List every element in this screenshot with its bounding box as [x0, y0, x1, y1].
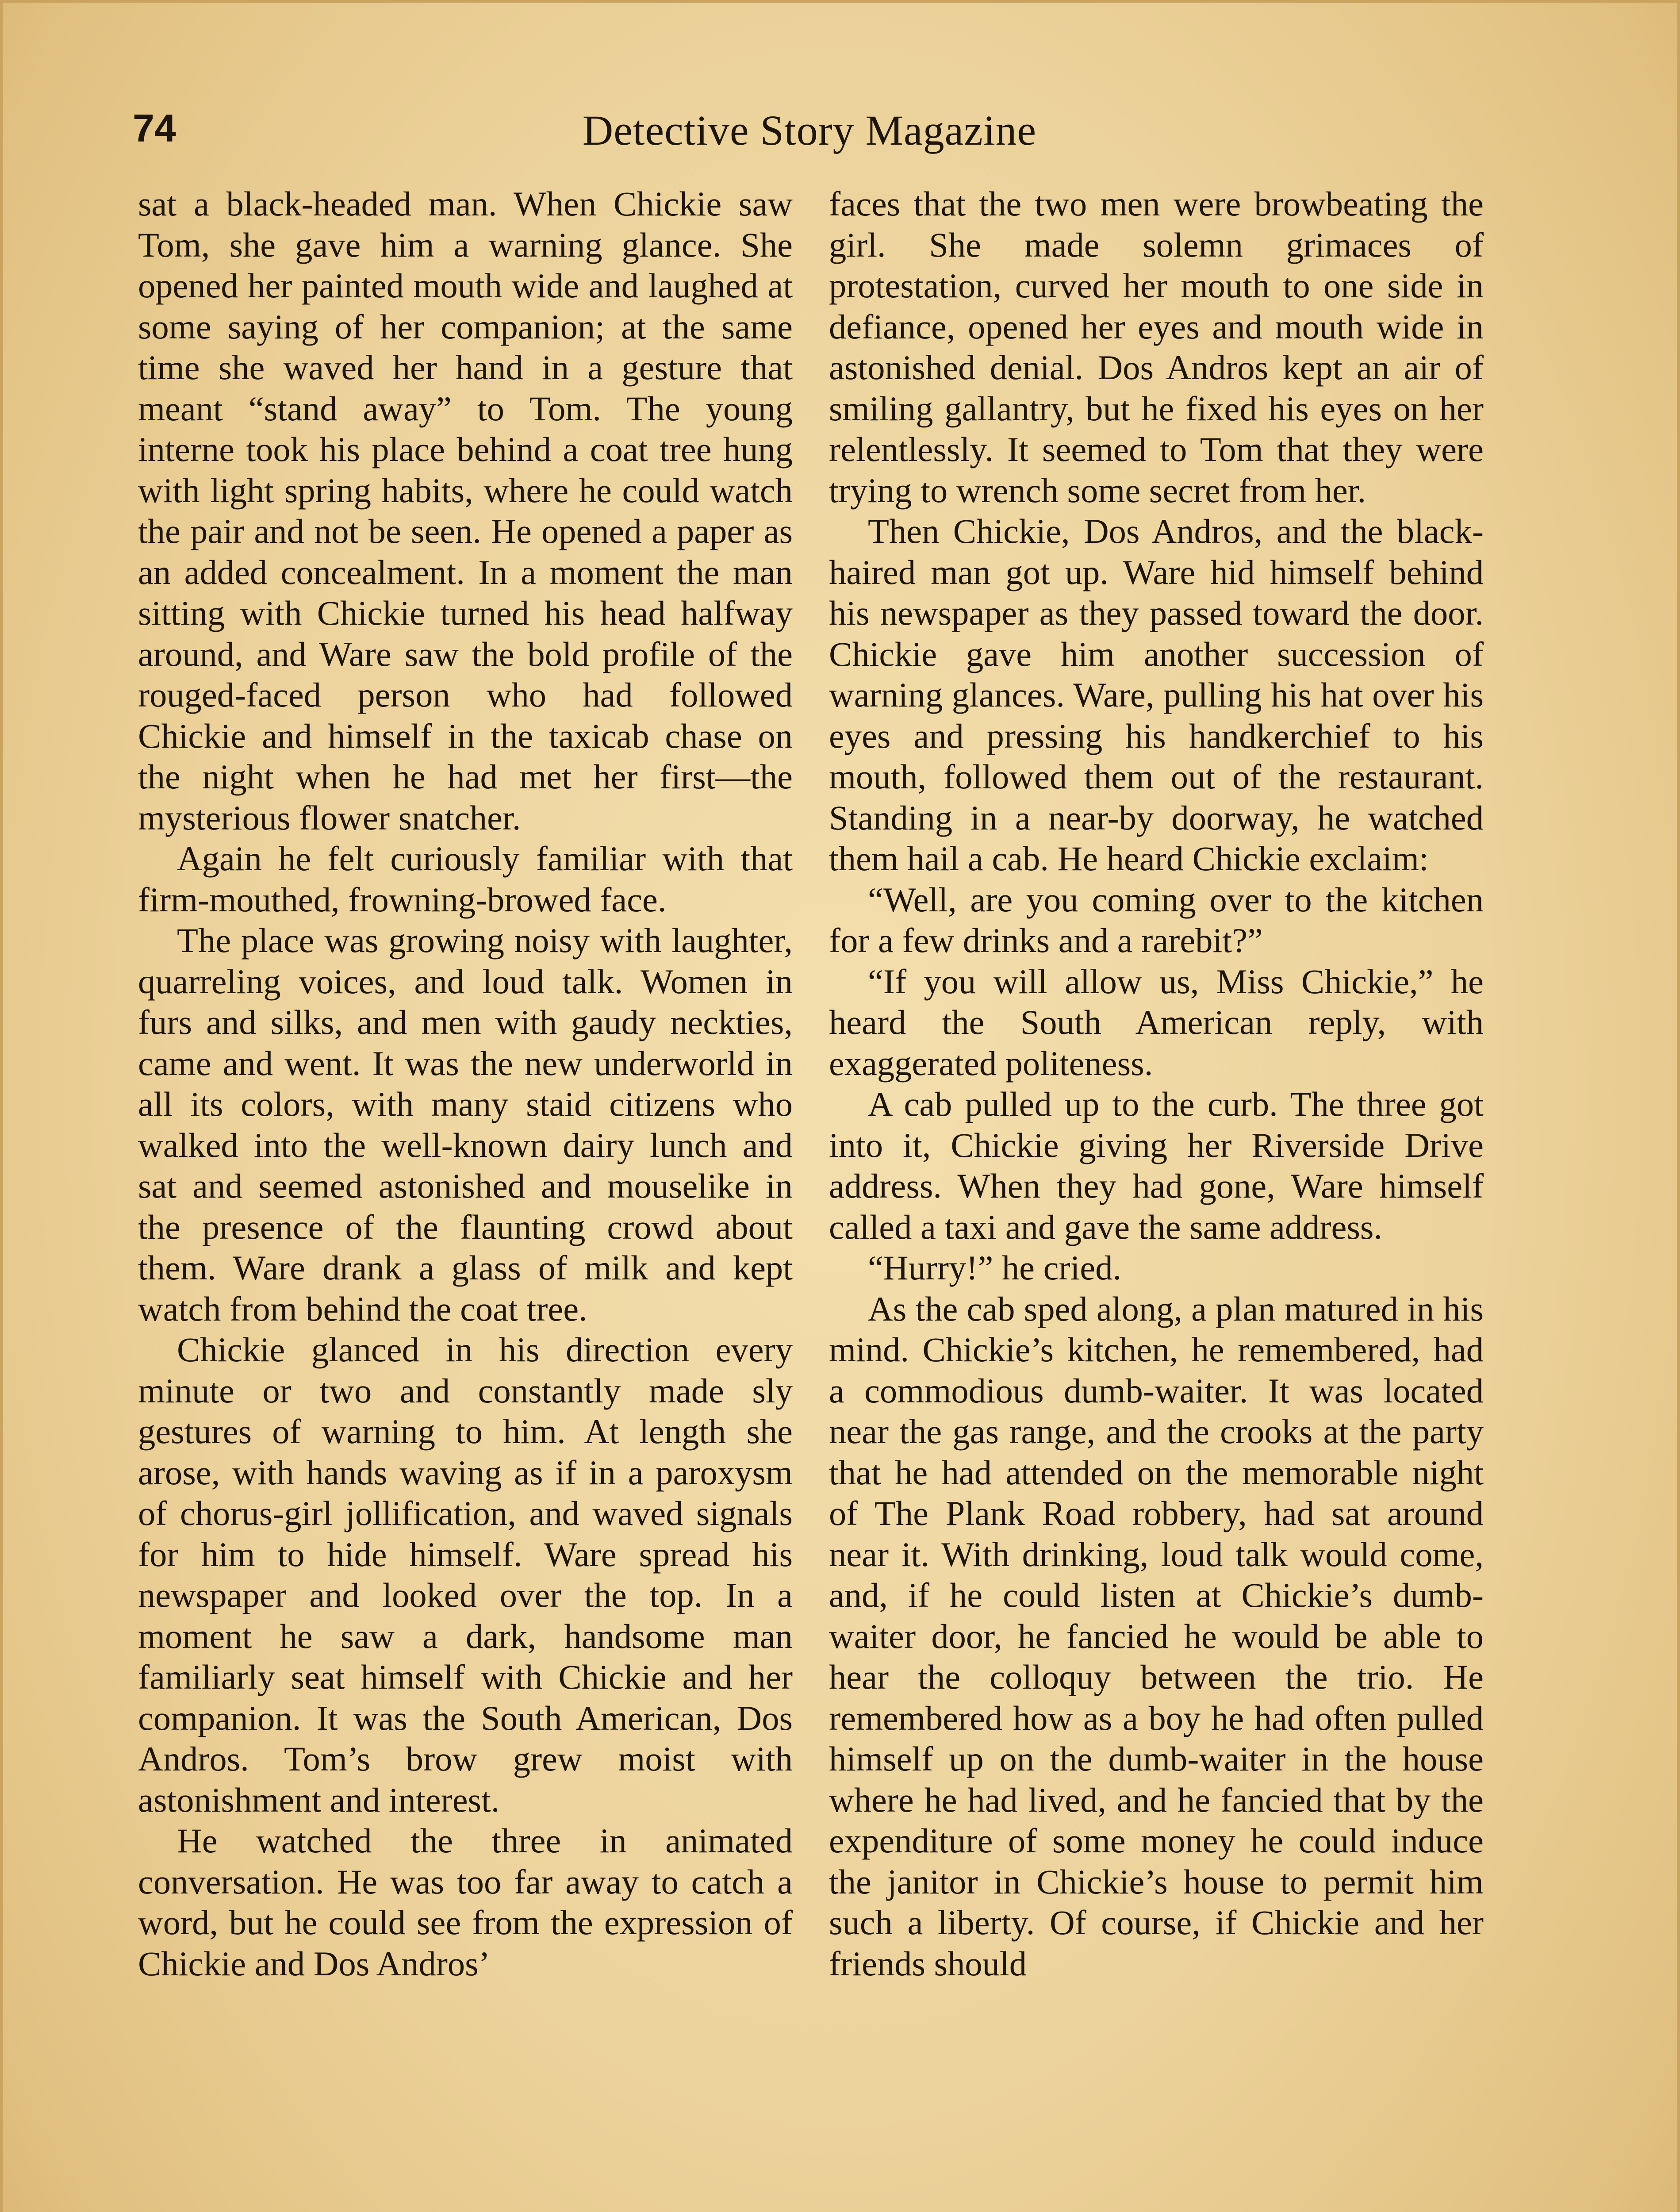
- paragraph: “If you will allow us, Miss Chickie,” he heard the South American reply, with exaggerated politeness.: [829, 962, 1484, 1083]
- paragraph: A cab pulled up to the curb. The three got into it, Chickie giving her Riverside Drive address. When they had gone, Ware himself called a taxi and gave the same address.: [829, 1085, 1484, 1246]
- paragraph: “Hurry!” he cried.: [868, 1248, 1122, 1287]
- page-header: [133, 102, 1486, 173]
- left-column: [138, 184, 793, 1984]
- paragraph: sat a black-headed man. When Chickie saw Tom, she gave him a warning glance. She opened her painted mouth wide and laughed at some saying of her companion; at the same time she waved her hand in a gesture that meant “stand away” to Tom. The young interne took his place behind a coat tree hung with light spring habits, where he could watch the pair and not be seen. He opened a paper as an added concealment. In a moment the man sitting with Chickie turned his head halfway around, and Ware saw the bold profile of the rouged-faced person who had followed Chickie and himself in the taxicab chase on the night when he had met her first—the mysterious flower snatcher.: [138, 184, 793, 837]
- right-column: [829, 184, 1484, 1984]
- paragraph: Then Chickie, Dos Andros, and the black-haired man got up. Ware hid himself behind his newspaper as they passed toward the door. Chickie gave him another succession of warning glances. Ware, pulling his hat over his eyes and pressing his handkerchief to his mouth, followed them out of the restaurant. Standing in a near-by doorway, he watched them hail a cab. He heard Chickie exclaim:: [829, 512, 1484, 878]
- paragraph: He watched the three in animated conversation. He was too far away to catch a word, but he could see from the expression of Chickie and Dos Andros’: [138, 1821, 793, 1983]
- paragraph: The place was growing noisy with laughter, quarreling voices, and loud talk. Women in furs and silks, and men with gaudy neckties, came and went. It was the new underworld in all its colors, with many staid citizens who walked into the well-known dairy lunch and sat and seemed astonished and mouselike in the presence of the flaunting crowd about them. Ware drank a glass of milk and kept watch from behind the coat tree.: [138, 921, 793, 1328]
- paragraph: Again he felt curiously familiar with that firm-mouthed, frowning-browed face.: [138, 839, 793, 919]
- paragraph: As the cab sped along, a plan matured in his mind. Chickie’s kitchen, he remembered, had a commodious dumb-waiter. It was located near the gas range, and the crooks at the party that he had attended on the memorable night of The Plank Road robbery, had sat around near it. With drinking, loud talk would come, and, if he could listen at Chickie’s dumb-waiter door, he fancied he would be able to hear the colloquy between the trio. He remembered how as a boy he had often pulled himself up on the dumb-waiter in the house where he had lived, and he fancied that by the expenditure of some money he could induce the janitor in Chickie’s house to permit him such a liberty. Of course, if Chickie and her friends should: [829, 1289, 1484, 1983]
- running-title: Detective Story Magazine: [582, 107, 1037, 154]
- paragraph: “Well, are you coming over to the kitchen for a few drinks and a rarebit?”: [829, 880, 1484, 960]
- paragraph: faces that the two men were browbeating the girl. She made solemn grimaces of protestation, curved her mouth to one side in defiance, opened her eyes and mouth wide in astonished denial. Dos Andros kept an air of smiling gallantry, but he fixed his eyes on her relentlessly. It seemed to Tom that they were trying to wrench some secret from her.: [829, 184, 1484, 510]
- page-number: 74: [133, 106, 176, 150]
- paragraph: Chickie glanced in his direction every minute or two and constantly made sly gestures of warning to him. At length she arose, with hands waving as if in a paroxysm of chorus-girl jollification, and waved signals for him to hide himself. Ware spread his newspaper and looked over the top. In a moment he saw a dark, handsome man familiarly seat himself with Chickie and her companion. It was the South American, Dos Andros. Tom’s brow grew moist with astonishment and interest.: [138, 1330, 793, 1819]
